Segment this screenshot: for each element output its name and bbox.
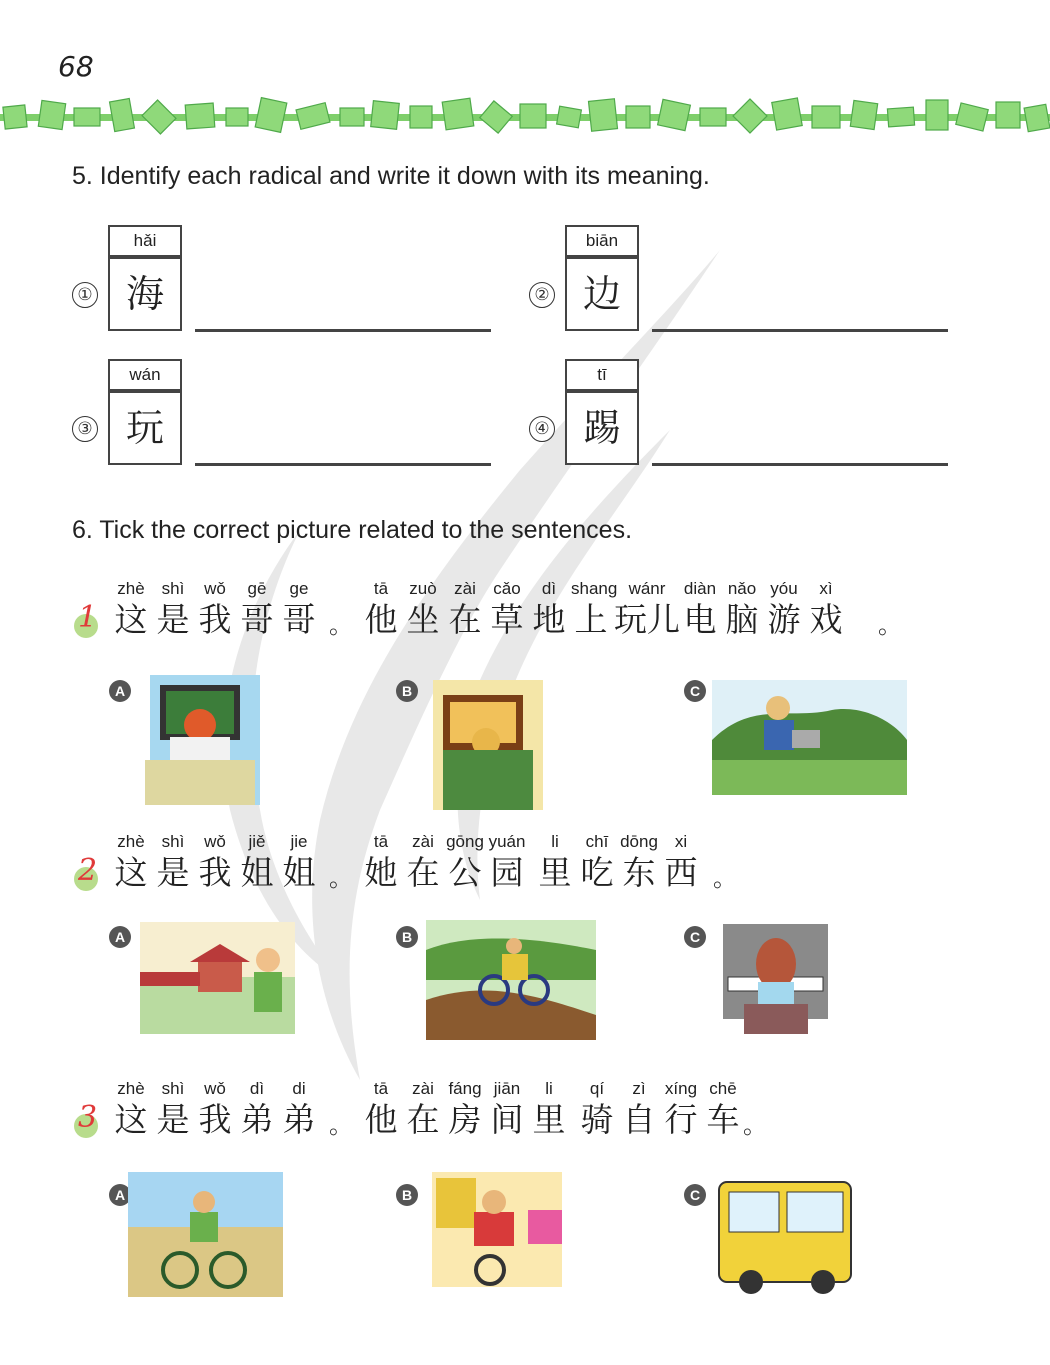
syllable — [237, 578, 277, 640]
syllable — [111, 1078, 151, 1140]
hanzi-cell: 海 — [108, 257, 182, 331]
sentence-end-mark — [870, 578, 910, 650]
sentence-end-mark — [705, 831, 745, 903]
pinyin: chē — [709, 1079, 737, 1098]
pinyin — [321, 578, 361, 600]
syllable — [764, 578, 804, 640]
pinyin: jiān — [493, 1079, 521, 1098]
option-c-badge: C — [684, 1184, 706, 1206]
pinyin — [870, 578, 910, 600]
sentence-end-mark — [321, 578, 361, 650]
sentence-2 — [0, 831, 1050, 901]
option-b-badge: B — [396, 1184, 418, 1206]
picture-boy-laptop-on-grass[interactable] — [712, 680, 917, 810]
picture-girl-eating-in-park[interactable] — [140, 922, 345, 1052]
section6-heading: 6. Tick the correct picture related to the sentences. — [72, 516, 633, 544]
syllable — [237, 1078, 277, 1140]
hanzi: 上 — [574, 600, 608, 639]
pinyin: gōng — [446, 832, 484, 851]
hanzi: 在 — [406, 1100, 440, 1139]
hanzi: 在 — [448, 600, 482, 639]
hanzi: 她 — [364, 853, 398, 892]
item-number-2: ② — [529, 282, 555, 308]
hanzi: 地 — [532, 600, 566, 639]
pinyin: jiě — [248, 832, 266, 851]
full-stop: 。 — [329, 864, 353, 892]
pinyin: zuò — [409, 579, 437, 598]
picture-girl-playing-piano[interactable] — [708, 922, 913, 1052]
option-a-badge: A — [109, 926, 131, 948]
pinyin-cell: wán — [108, 359, 182, 391]
hanzi: 东 — [622, 853, 656, 892]
syllable — [279, 831, 319, 893]
hanzi: 他 — [364, 1100, 398, 1139]
syllable — [806, 578, 846, 640]
number-digit: 1 — [78, 600, 98, 635]
syllable — [661, 1078, 701, 1140]
full-stop: 。 — [713, 864, 737, 892]
option-b-badge: B — [396, 680, 418, 702]
pinyin: tā — [373, 832, 389, 851]
pinyin: li — [551, 832, 559, 851]
syllable — [445, 1078, 485, 1140]
pinyin: zài — [412, 1079, 434, 1098]
hanzi: 间 — [490, 1100, 524, 1139]
syllable — [445, 831, 485, 893]
option-a-badge: A — [109, 680, 131, 702]
sentence-3 — [0, 1078, 1050, 1148]
syllable — [445, 578, 485, 640]
full-stop: 。 — [878, 611, 902, 639]
pinyin: zhè — [117, 832, 145, 851]
syllable — [279, 1078, 319, 1140]
hanzi: 里 — [532, 1100, 566, 1139]
hanzi: 车 — [706, 1100, 740, 1139]
character-box-4 — [565, 359, 639, 465]
picture-people-on-bus[interactable] — [715, 1174, 920, 1304]
syllable — [680, 578, 720, 640]
pinyin: yuán — [488, 832, 526, 851]
pinyin: zì — [632, 1079, 646, 1098]
pinyin: dì — [249, 1079, 265, 1098]
syllable — [612, 578, 682, 640]
syllable — [403, 831, 443, 893]
syllable — [111, 578, 151, 640]
pinyin — [705, 831, 745, 853]
character-box-3 — [108, 359, 182, 465]
syllable — [403, 578, 443, 640]
pinyin: yóu — [770, 579, 798, 598]
pinyin: nǎo — [727, 579, 757, 598]
decorative-border — [0, 96, 1050, 138]
pinyin: dōng — [620, 832, 658, 851]
hanzi-cell: 边 — [565, 257, 639, 331]
page-number: 68 — [58, 50, 94, 83]
hanzi: 他 — [364, 600, 398, 639]
pinyin: zài — [412, 832, 434, 851]
pinyin — [735, 1078, 775, 1100]
hanzi: 是 — [156, 1100, 190, 1139]
full-stop: 。 — [743, 1111, 767, 1139]
syllable — [237, 831, 277, 893]
syllable — [361, 831, 401, 893]
syllable — [487, 578, 527, 640]
item-number-4: ④ — [529, 416, 555, 442]
pinyin: xi — [674, 832, 688, 851]
picture-boy-cycling-on-beach[interactable] — [128, 1172, 333, 1302]
syllable — [619, 1078, 659, 1140]
syllable — [577, 1078, 617, 1140]
syllable — [153, 578, 193, 640]
pinyin: shì — [161, 1079, 185, 1098]
pinyin-cell: hǎi — [108, 225, 182, 257]
syllable — [403, 1078, 443, 1140]
syllable — [661, 831, 701, 893]
sentence-number — [72, 1100, 102, 1135]
syllable — [195, 831, 235, 893]
item-number-3: ③ — [72, 416, 98, 442]
pinyin: wǒ — [204, 579, 226, 598]
item-number-1: ① — [72, 282, 98, 308]
pinyin: li — [545, 1079, 553, 1098]
syllable — [153, 831, 193, 893]
answer-line-3[interactable] — [195, 463, 491, 466]
hanzi: 是 — [156, 600, 190, 639]
syllable — [529, 1078, 569, 1140]
sentence-end-mark — [735, 1078, 775, 1150]
pinyin: wánr — [628, 579, 666, 598]
hanzi: 电 — [683, 600, 717, 639]
character-box-1 — [108, 225, 182, 331]
pinyin: diàn — [683, 579, 717, 598]
pinyin: shang — [571, 579, 618, 598]
syllable — [619, 831, 659, 893]
pinyin: shì — [161, 579, 185, 598]
hanzi: 在 — [406, 853, 440, 892]
option-c-badge: C — [684, 680, 706, 702]
pinyin: dì — [541, 579, 557, 598]
pinyin: qí — [589, 1079, 605, 1098]
sentence-end-mark — [321, 831, 361, 903]
hanzi: 里 — [538, 853, 572, 892]
hanzi: 行 — [664, 1100, 698, 1139]
hanzi: 脑 — [725, 600, 759, 639]
hanzi: 这 — [114, 600, 148, 639]
hanzi: 哥 — [240, 600, 274, 639]
hanzi: 草 — [490, 600, 524, 639]
syllable — [361, 578, 401, 640]
pinyin: di — [292, 1079, 306, 1098]
pinyin: shì — [161, 832, 185, 851]
hanzi: 园 — [490, 853, 524, 892]
pinyin: chī — [585, 832, 609, 851]
pinyin-cell: biān — [565, 225, 639, 257]
pinyin: tā — [373, 579, 389, 598]
answer-line-4[interactable] — [652, 463, 948, 466]
syllable — [722, 578, 762, 640]
hanzi: 西 — [664, 853, 698, 892]
syllable — [535, 831, 575, 893]
syllable — [111, 831, 151, 893]
section5-heading: 5. Identify each radical and write it down with its meaning. — [72, 162, 710, 190]
picture-boy-riding-bike-outdoors[interactable] — [426, 920, 631, 1050]
pinyin: xíng — [664, 1079, 698, 1098]
pinyin-cell: tī — [565, 359, 639, 391]
syllable — [153, 1078, 193, 1140]
picture-boy-watching-tv[interactable] — [428, 680, 633, 810]
option-a-badge: A — [109, 1184, 131, 1206]
full-stop: 。 — [329, 611, 353, 639]
hanzi-cell: 踢 — [565, 391, 639, 465]
pinyin: jie — [290, 832, 308, 851]
hanzi: 自 — [622, 1100, 656, 1139]
hanzi: 游 — [767, 600, 801, 639]
hanzi-cell: 玩 — [108, 391, 182, 465]
hanzi: 这 — [114, 853, 148, 892]
pinyin: xì — [819, 579, 833, 598]
option-c-badge: C — [684, 926, 706, 948]
hanzi: 公 — [448, 853, 482, 892]
syllable — [571, 578, 618, 640]
pinyin: cǎo — [493, 579, 521, 598]
syllable — [487, 1078, 527, 1140]
hanzi: 戏 — [809, 600, 843, 639]
syllable — [529, 578, 569, 640]
syllable — [487, 831, 527, 893]
sentence-end-mark — [321, 1078, 361, 1150]
number-digit: 2 — [78, 853, 98, 888]
hanzi: 玩儿 — [614, 600, 680, 639]
syllable — [577, 831, 617, 893]
hanzi: 姐 — [240, 853, 274, 892]
hanzi: 我 — [198, 853, 232, 892]
hanzi: 是 — [156, 853, 190, 892]
hanzi: 弟 — [240, 1100, 274, 1139]
picture-boy-riding-bike-in-room[interactable] — [432, 1172, 637, 1302]
answer-line-2[interactable] — [652, 329, 948, 332]
hanzi: 骑 — [580, 1100, 614, 1139]
pinyin: zhè — [117, 579, 145, 598]
picture-boy-playing-computer-indoors[interactable] — [140, 675, 345, 805]
hanzi: 这 — [114, 1100, 148, 1139]
syllable — [279, 578, 319, 640]
pinyin: wǒ — [204, 832, 226, 851]
hanzi: 姐 — [282, 853, 316, 892]
hanzi: 房 — [448, 1100, 482, 1139]
pinyin — [321, 1078, 361, 1100]
sentence-number — [72, 853, 102, 888]
sentence-1 — [0, 578, 1050, 648]
hanzi: 我 — [198, 600, 232, 639]
syllable — [195, 578, 235, 640]
sentence-number — [72, 600, 102, 635]
pinyin — [321, 831, 361, 853]
answer-line-1[interactable] — [195, 329, 491, 332]
option-b-badge: B — [396, 926, 418, 948]
pinyin: gē — [247, 579, 267, 598]
hanzi: 弟 — [282, 1100, 316, 1139]
hanzi: 我 — [198, 1100, 232, 1139]
hanzi: 哥 — [282, 600, 316, 639]
pinyin: tā — [373, 1079, 389, 1098]
hanzi: 吃 — [580, 853, 614, 892]
syllable — [195, 1078, 235, 1140]
hanzi: 坐 — [406, 600, 440, 639]
pinyin: zài — [454, 579, 476, 598]
pinyin: wǒ — [204, 1079, 226, 1098]
syllable — [361, 1078, 401, 1140]
pinyin: fáng — [448, 1079, 482, 1098]
character-box-2 — [565, 225, 639, 331]
pinyin: zhè — [117, 1079, 145, 1098]
pinyin: ge — [289, 579, 309, 598]
number-digit: 3 — [78, 1100, 98, 1135]
full-stop: 。 — [329, 1111, 353, 1139]
